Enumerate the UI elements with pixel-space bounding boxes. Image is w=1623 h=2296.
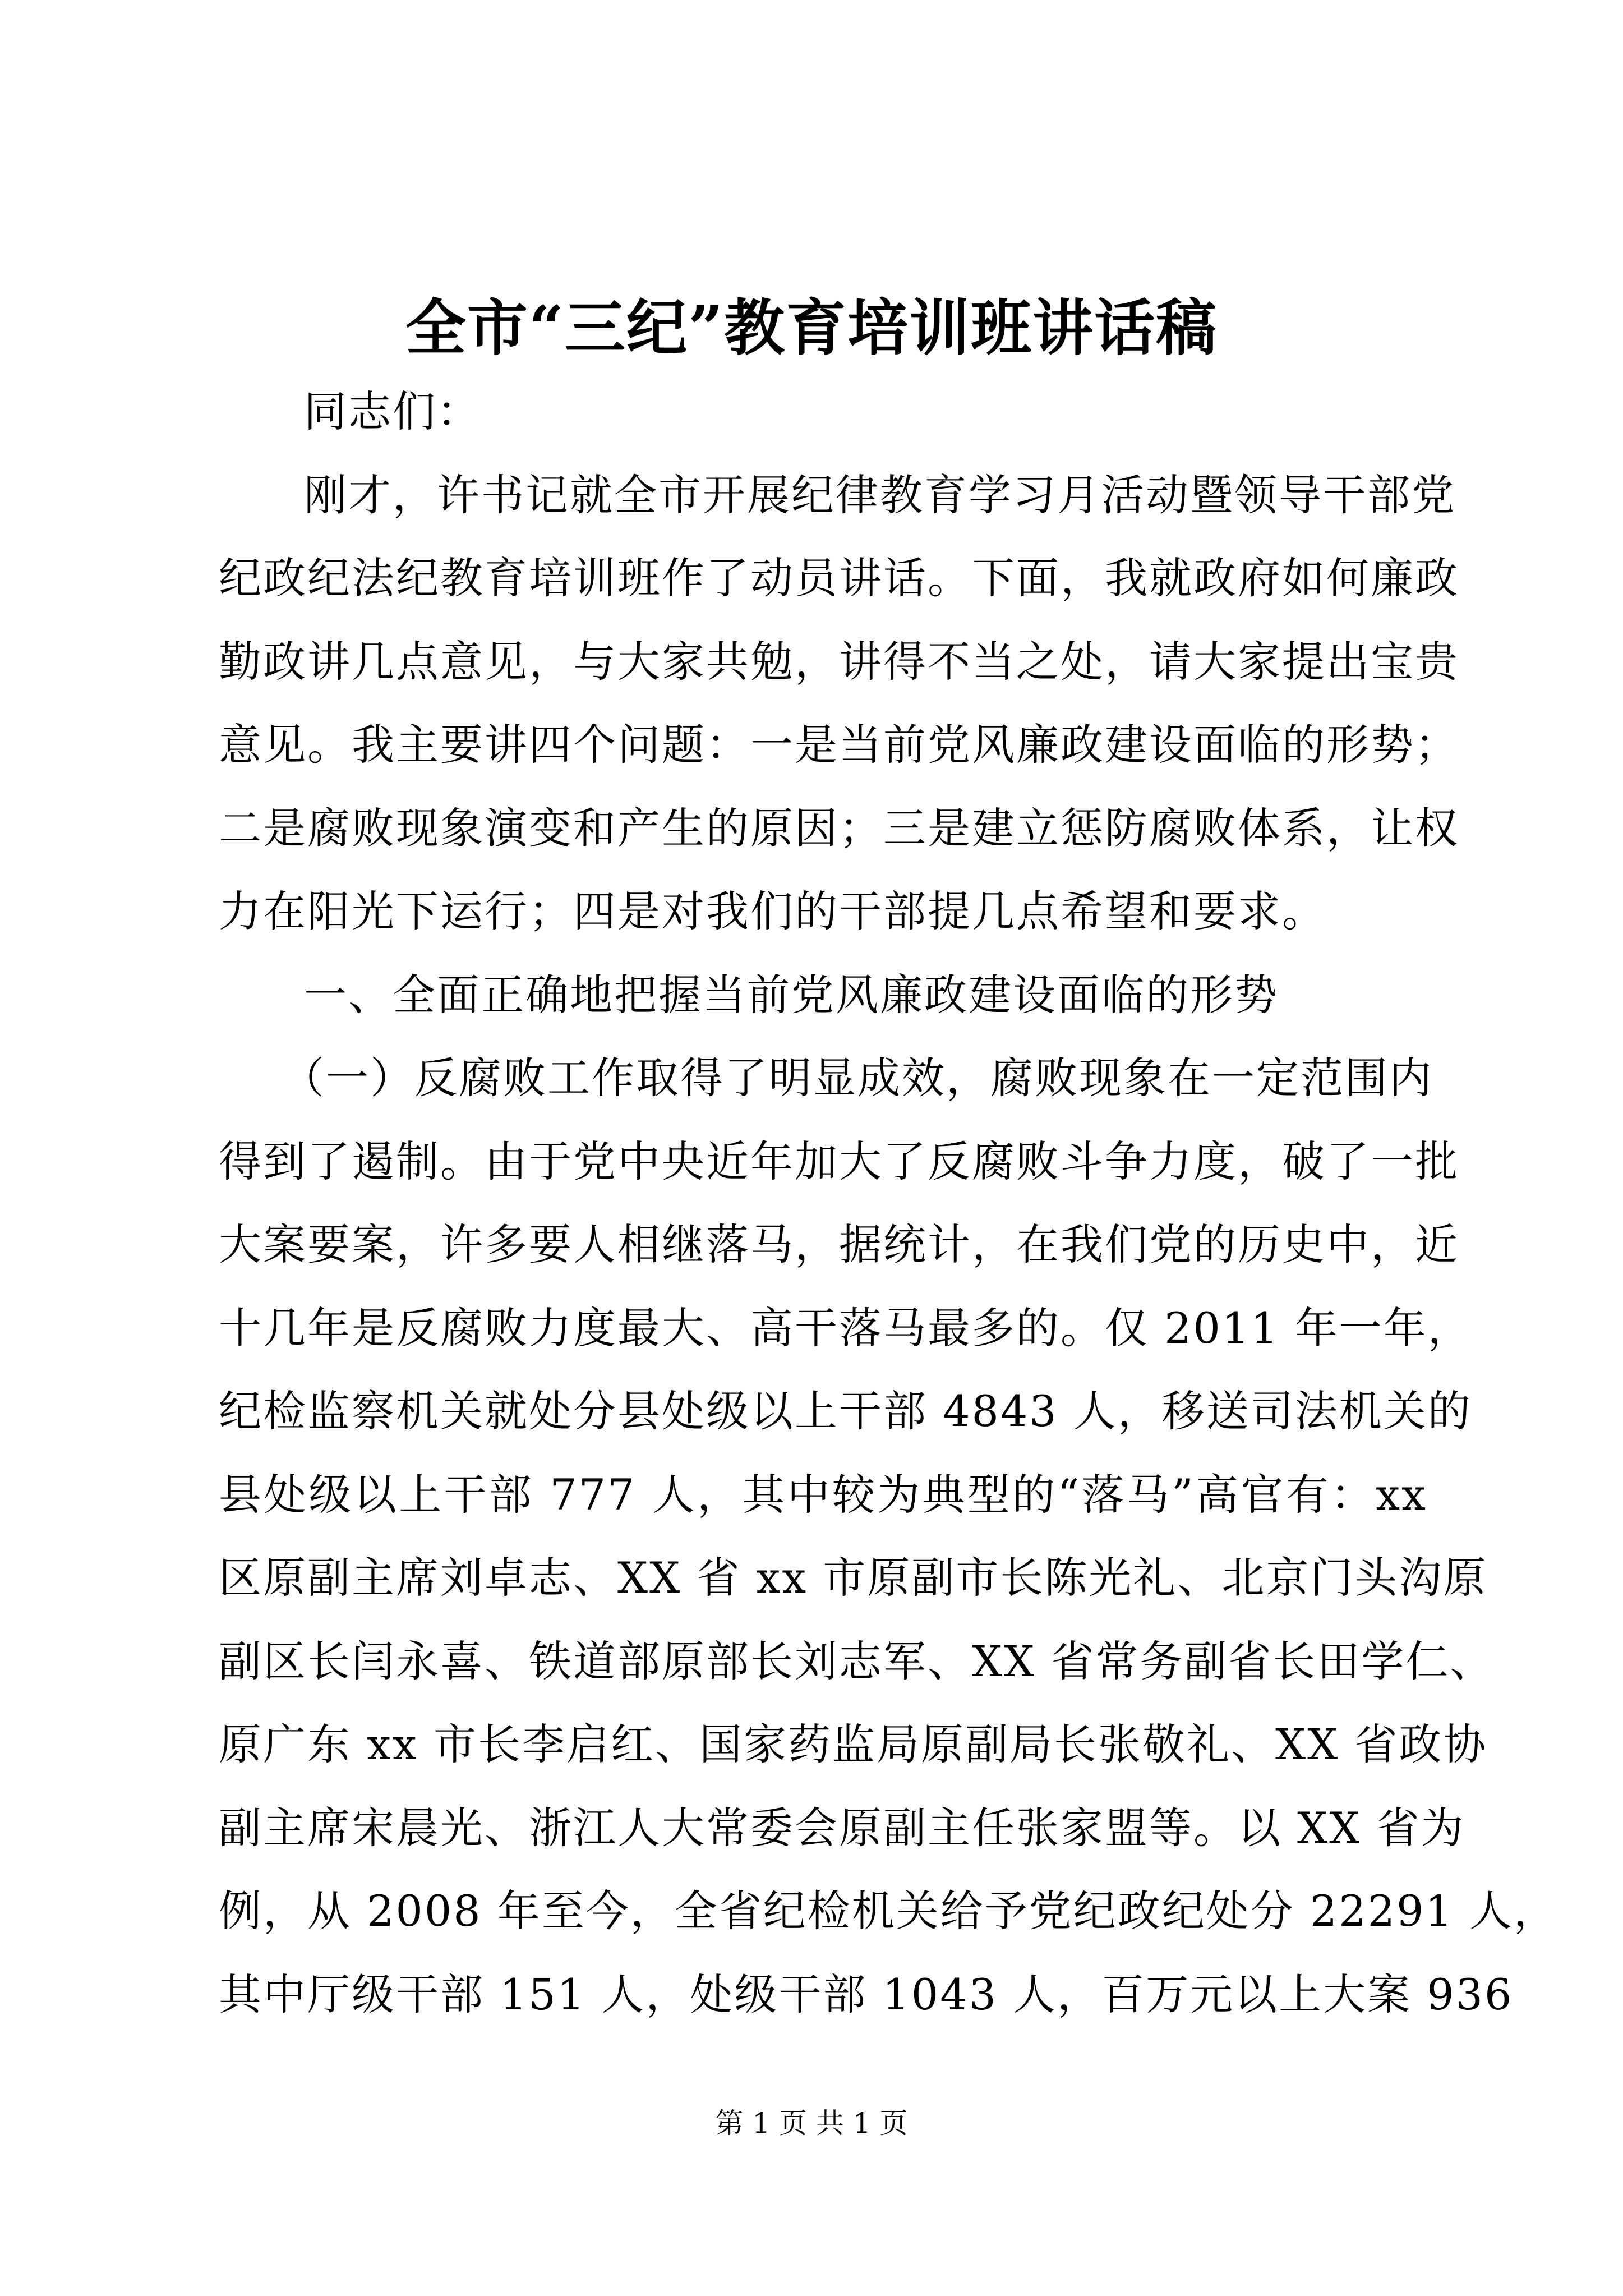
paragraph-line: 刚才，许书记就全市开展纪律教育学习月活动暨领导干部党 [304,470,1456,520]
paragraph-line: 县处级以上干部 777 人，其中较为典型的“落马”高官有：xx [219,1469,1427,1520]
paragraph-line: （一）反腐败工作取得了明显成效，腐败现象在一定范围内 [282,1053,1433,1103]
document-body [219,370,1558,2036]
section-heading: 一、全面正确地把握当前党风廉政建设面临的形势 [304,969,1279,1020]
paragraph-line: 勤政讲几点意见，与大家共勉，讲得不当之处，请大家提出宝贵 [219,636,1459,687]
paragraph-line: 副区长闫永喜、铁道部原部长刘志军、XX 省常务副省长田学仁、 [219,1636,1495,1686]
paragraph-line: 意见。我主要讲四个问题：一是当前党风廉政建设面临的形势； [219,720,1459,770]
paragraph-line: 力在阳光下运行；四是对我们的干部提几点希望和要求。 [219,886,1326,936]
paragraph-line: 二是腐败现象演变和产生的原因；三是建立惩防腐败体系，让权 [219,803,1459,853]
page-number-footer: 第 1 页 共 1 页 [715,2107,908,2139]
paragraph-line: 得到了遏制。由于党中央近年加大了反腐败斗争力度，破了一批 [219,1136,1459,1186]
paragraph-line: 原广东 xx 市长李启红、国家药监局原副局长张敬礼、XX 省政协 [219,1719,1488,1769]
salutation-line: 同志们： [304,386,481,436]
document-title: 全市“三纪”教育培训班讲话稿 [405,293,1218,364]
paragraph-line: 副主席宋晨光、浙江人大常委会原副主任张家盟等。以 XX 省为 [219,1802,1465,1853]
paragraph-line: 纪检监察机关就处分县处级以上干部 4843 人，移送司法机关的 [219,1386,1472,1436]
paragraph-line: 大案要案，许多要人相继落马，据统计，在我们党的历史中，近 [219,1220,1459,1269]
paragraph-line: 其中厅级干部 151 人，处级干部 1043 人，百万元以上大案 936 [219,1969,1514,2019]
paragraph-line: 例，从 2008 年至今，全省纪检机关给予党纪政纪处分 22291 人， [219,1886,1558,1936]
paragraph-line: 纪政纪法纪教育培训班作了动员讲话。下面，我就政府如何廉政 [219,553,1459,603]
paragraph-line: 十几年是反腐败力度最大、高干落马最多的。仅 2011 年一年， [219,1303,1472,1353]
paragraph-line: 区原副主席刘卓志、XX 省 xx 市原副市长陈光礼、北京门头沟原 [219,1553,1488,1603]
